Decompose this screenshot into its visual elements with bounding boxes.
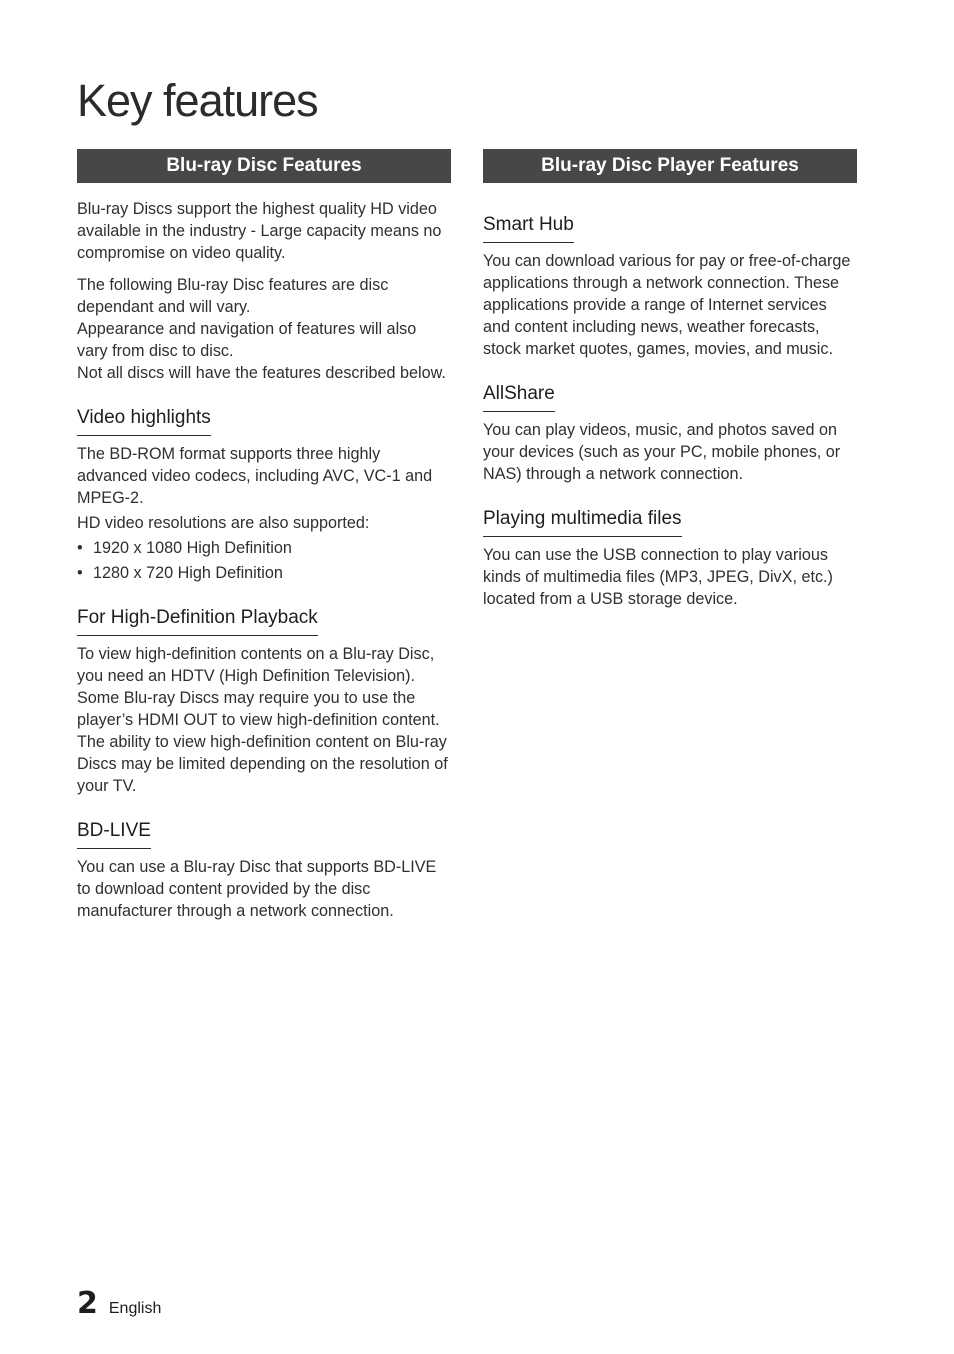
hd-playback-heading-wrap	[77, 606, 451, 636]
smart-hub-text: You can download various for pay or free-of-charge applications through a network connection. These applications provide a range of Internet services and content including news, weather forecasts, stock market quotes, games, movies, and music.	[483, 252, 851, 358]
note-disc-dependant: The following Blu-ray Disc features are disc dependant and will vary.	[77, 276, 389, 316]
video-highlights-heading-wrap	[77, 406, 451, 436]
left-column	[77, 149, 451, 922]
intro-paragraph: Blu-ray Discs support the highest quality HD video available in the industry - Large capacity means no compromise on video quality.	[77, 200, 442, 262]
page-number: 2	[77, 1286, 98, 1321]
multimedia-text: You can use the USB connection to play various kinds of multimedia files (MP3, JPEG, DivX, etc.) located from a USB storage device.	[483, 546, 833, 608]
page-footer	[77, 1286, 161, 1322]
section-bar-blu-ray-disc-features: Blu-ray Disc Features	[77, 149, 451, 183]
bd-live-heading-wrap	[77, 819, 451, 849]
list-item	[77, 562, 451, 584]
bullet-icon: •	[77, 539, 83, 557]
note-not-all-discs: Not all discs will have the features described below.	[77, 364, 446, 382]
allshare-heading: AllShare	[483, 382, 555, 412]
list-item	[77, 537, 451, 559]
allshare-text: You can play videos, music, and photos saved on your devices (such as your PC, mobile phones, or NAS) through a network connection.	[483, 421, 841, 483]
resolution-1080: 1920 x 1080 High Definition	[93, 539, 292, 557]
smart-hub-heading-wrap	[483, 213, 857, 243]
hd-playback-text: To view high-definition contents on a Blu-ray Disc, you need an HDTV (High Definition Television). Some Blu-ray Discs may require you to use the player’s HDMI OUT to view high-definition content. The ability to view high-definition content on Blu-ray Discs may be limited depending on the resolution of your TV.	[77, 645, 448, 795]
language-label: English	[108, 1300, 162, 1317]
right-column	[483, 149, 857, 610]
section-bar-blu-ray-player-features: Blu-ray Disc Player Features	[483, 149, 857, 183]
page-title: Key features	[77, 75, 318, 126]
multimedia-heading-wrap	[483, 507, 857, 537]
hd-playback-heading: For High-Definition Playback	[77, 606, 318, 636]
bd-live-heading: BD-LIVE	[77, 819, 151, 849]
smart-hub-heading: Smart Hub	[483, 213, 574, 243]
resolutions-intro: HD video resolutions are also supported:	[77, 514, 370, 532]
resolution-720: 1280 x 720 High Definition	[93, 564, 283, 582]
resolutions-list	[77, 537, 451, 584]
allshare-heading-wrap	[483, 382, 857, 412]
video-highlights-heading: Video highlights	[77, 406, 211, 436]
note-appearance: Appearance and navigation of features will also vary from disc to disc.	[77, 320, 417, 360]
multimedia-heading: Playing multimedia files	[483, 507, 682, 537]
bullet-icon: •	[77, 564, 83, 582]
bd-live-text: You can use a Blu-ray Disc that supports BD-LIVE to download content provided by the disc manufacturer through a network connection.	[77, 858, 437, 920]
video-highlights-text: The BD-ROM format supports three highly advanced video codecs, including AVC, VC-1 and MPEG-2.	[77, 445, 433, 507]
